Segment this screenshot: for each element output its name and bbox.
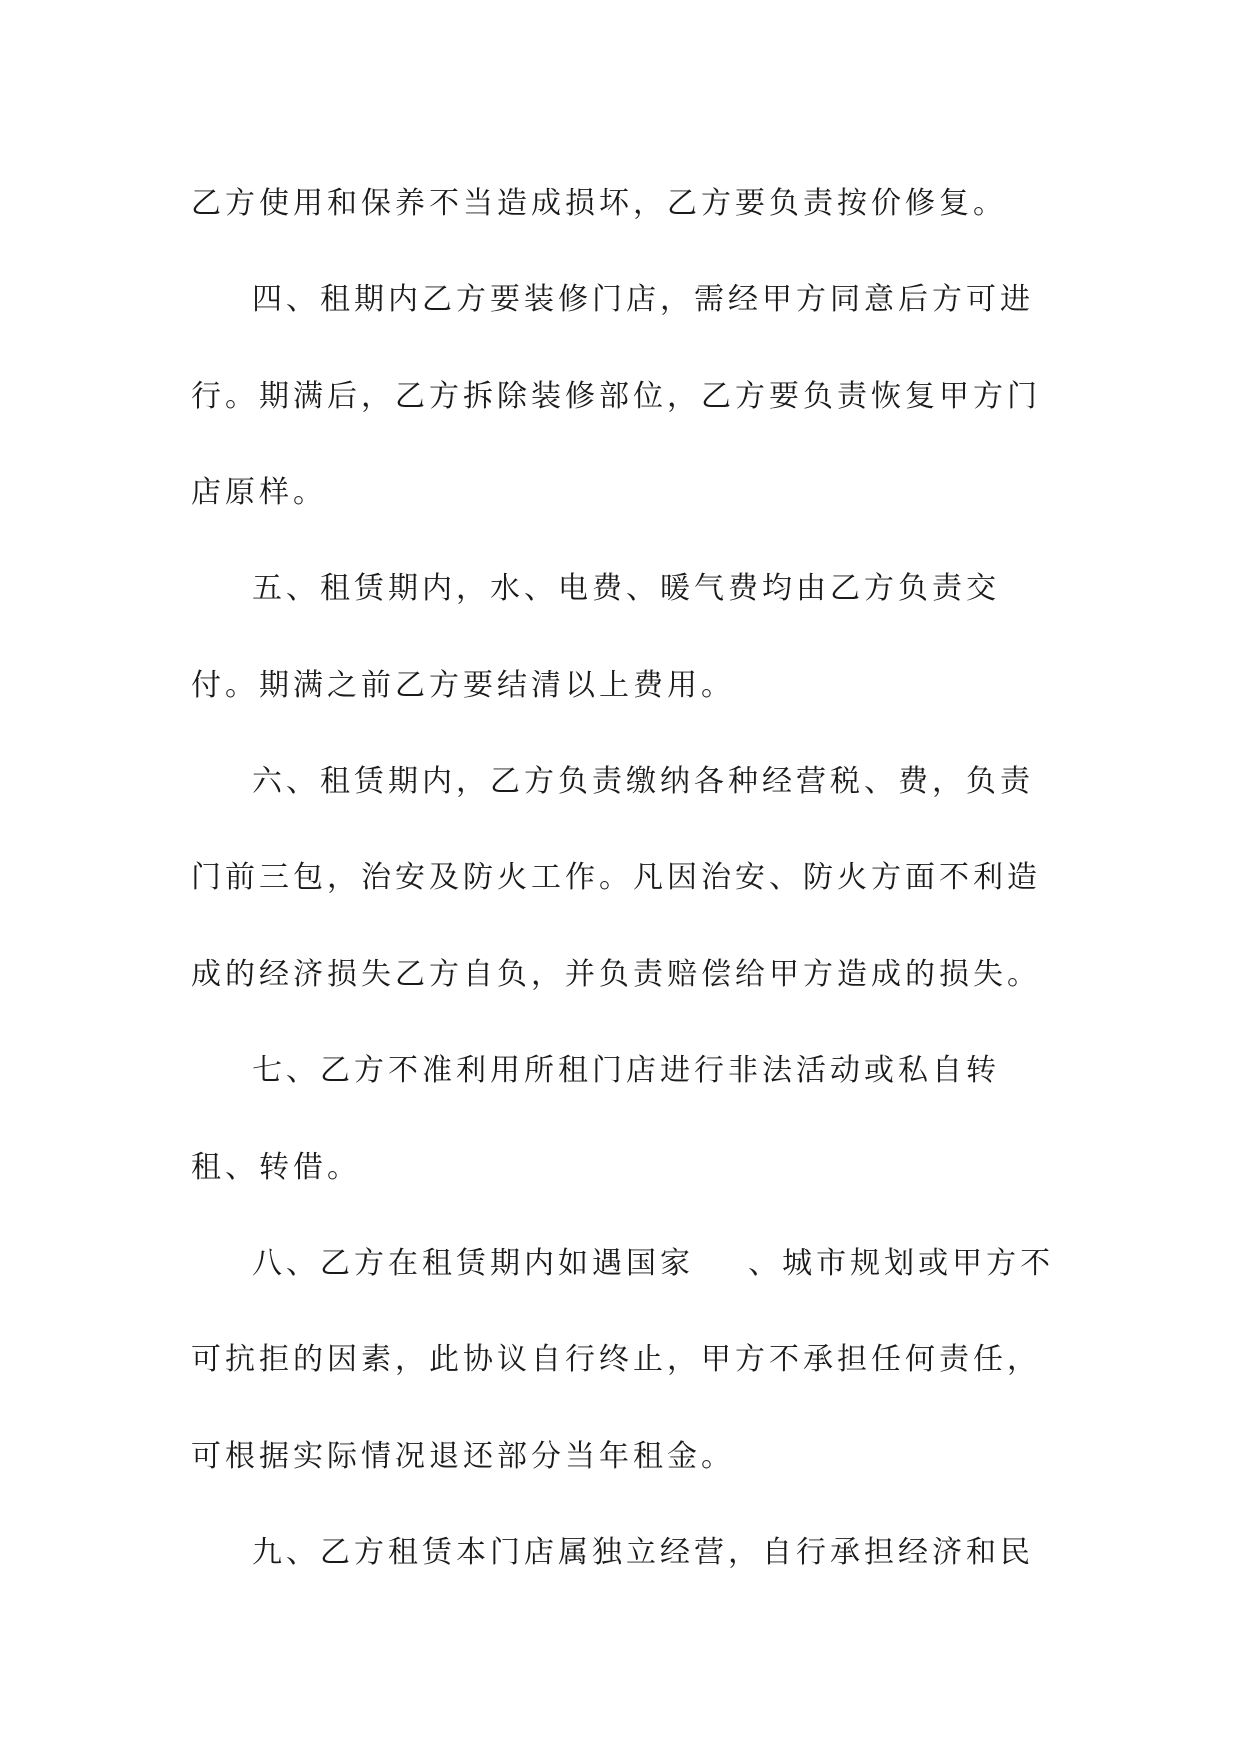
text-line-1: 乙方使用和保养不当造成损坏，乙方要负责按价修复。 bbox=[191, 186, 1007, 221]
text-line-2: 四、租期内乙方要装修门店，需经甲方同意后方可进 bbox=[252, 282, 1034, 317]
text-line-3: 行。期满后，乙方拆除装修部位，乙方要负责恢复甲方门 bbox=[191, 379, 1041, 414]
text-line-11: 租、转借。 bbox=[191, 1150, 361, 1185]
text-line-6: 付。期满之前乙方要结清以上费用。 bbox=[191, 668, 735, 703]
text-line-13: 可抗拒的因素，此协议自行终止，甲方不承担任何责任， bbox=[191, 1342, 1041, 1377]
text-line-5: 五、租赁期内，水、电费、暖气费均由乙方负责交 bbox=[252, 571, 1000, 606]
text-line-8: 门前三包，治安及防火工作。凡因治安、防火方面不利造 bbox=[191, 860, 1041, 895]
text-line-9: 成的经济损失乙方自负，并负责赔偿给甲方造成的损失。 bbox=[191, 957, 1041, 992]
text-line-4: 店原样。 bbox=[191, 475, 327, 510]
text-line-15: 九、乙方租赁本门店属独立经营，自行承担经济和民 bbox=[252, 1535, 1034, 1570]
text-line-12: 八、乙方在租赁期内如遇国家 、城市规划或甲方不 bbox=[252, 1246, 1055, 1281]
text-line-14: 可根据实际情况退还部分当年租金。 bbox=[191, 1439, 735, 1474]
text-line-10: 七、乙方不准利用所租门店进行非法活动或私自转 bbox=[252, 1053, 1000, 1088]
text-line-7: 六、租赁期内，乙方负责缴纳各种经营税、费，负责 bbox=[252, 764, 1034, 799]
